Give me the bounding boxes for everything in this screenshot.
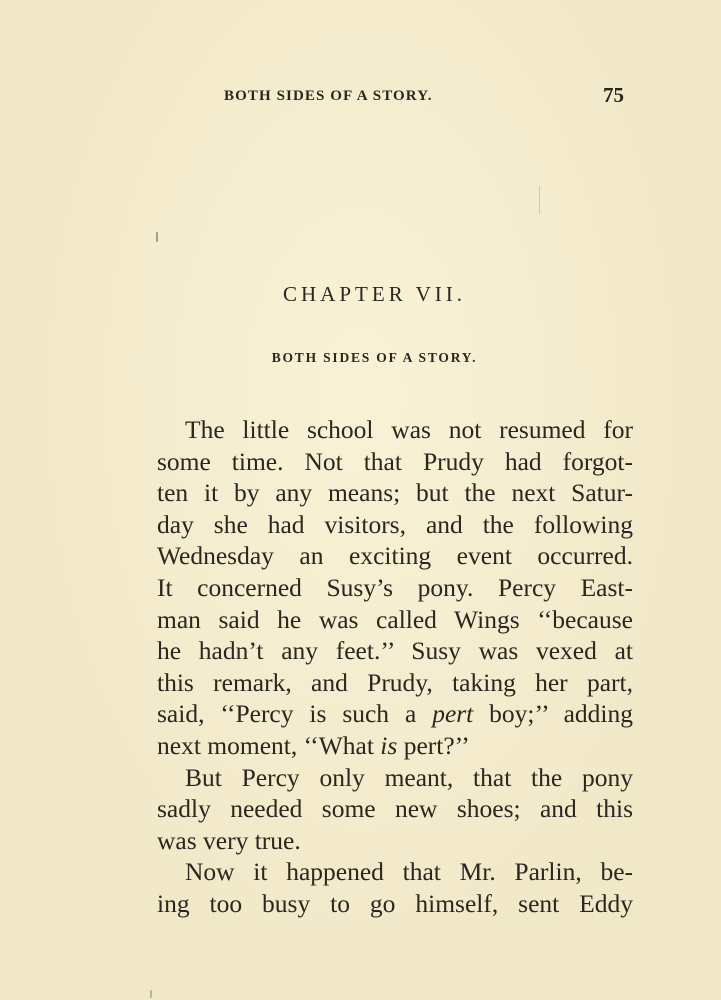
text-line: day she had visitors, and the following — [157, 509, 633, 539]
text-segment: pert?’’ — [403, 730, 470, 760]
text-segment: next moment, ‘‘What — [157, 730, 374, 760]
text-segment: boy;’’ adding — [489, 699, 634, 729]
page-number: 75 — [603, 83, 624, 107]
italic-word: pert — [432, 699, 474, 729]
text-line: ing too busy to go himself, sent Eddy — [157, 888, 633, 918]
body-text — [157, 414, 633, 920]
running-head: BOTH SIDES OF A STORY. — [224, 88, 433, 104]
text-line: this remark, and Prudy, taking her part, — [157, 667, 633, 697]
italic-word: is — [380, 730, 398, 760]
text-line: The little school was not resumed for — [185, 415, 633, 444]
text-line: Now it happened that Mr. Parlin, be- — [185, 857, 633, 887]
text-line: was very true. — [157, 825, 301, 855]
text-line: Wednesday an exciting event occurred. — [157, 541, 633, 571]
text-line: But Percy only meant, that the pony — [185, 762, 633, 792]
text-line: It concerned Susy’s pony. Percy East- — [157, 572, 633, 602]
text-line — [157, 730, 633, 762]
paper-speck — [539, 186, 540, 214]
chapter-title: CHAPTER VII. — [283, 282, 466, 306]
text-line: man said he was called Wings ‘‘because — [157, 604, 633, 634]
paper-speck — [156, 232, 158, 242]
text-line: he hadn’t any feet.’’ Susy was vexed at — [157, 636, 633, 666]
chapter-subtitle: BOTH SIDES OF A STORY. — [271, 350, 478, 365]
text-line — [157, 698, 633, 730]
paper-speck — [150, 990, 152, 998]
text-segment: said, ‘‘Percy is such a — [157, 699, 417, 729]
text-line: sadly needed some new shoes; and this — [157, 794, 633, 824]
text-line: some time. Not that Prudy had forgot- — [157, 446, 633, 476]
text-line: ten it by any means; but the next Satur- — [157, 478, 633, 508]
